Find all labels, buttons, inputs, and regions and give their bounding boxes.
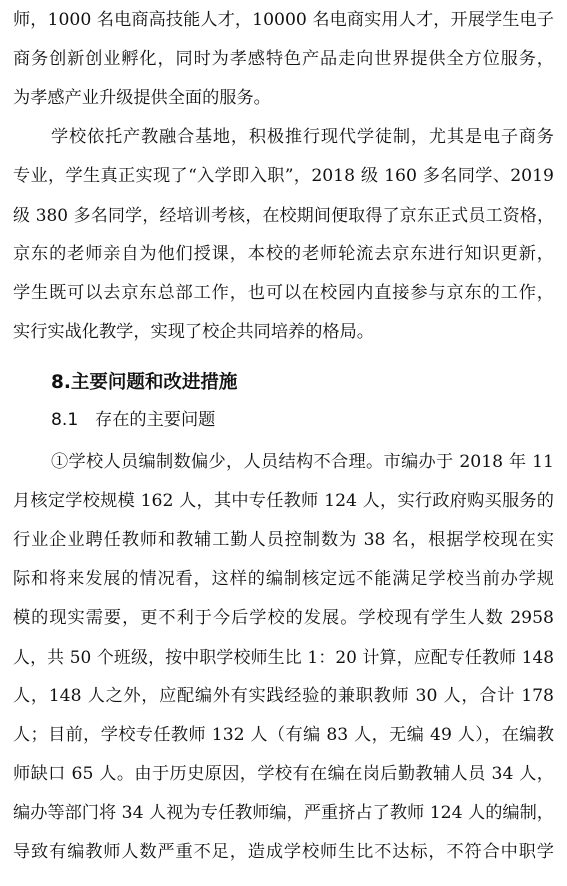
paragraph-3-line: 人；目前，学校专任教师 132 人（有编 83 人，无编 49 人），在编教 xyxy=(13,725,554,745)
paragraph-2-line: 学生既可以去京东总部工作，也可以在校园内直接参与京东的工作， xyxy=(13,283,554,303)
paragraph-3-line: 师缺口 65 人。由于历史原因，学校有在编在岗后勤教辅人员 34 人， xyxy=(13,764,554,784)
subsection-number: 8.1 xyxy=(51,410,79,430)
paragraph-2-line: 京东的老师亲自为他们授课，本校的老师轮流去京东进行知识更新， xyxy=(13,244,554,264)
paragraph-3-line: ①学校人员编制数偏少，人员结构不合理。市编办于 2018 年 11 xyxy=(51,452,554,472)
paragraph-3-line: 行业企业聘任教师和教辅工勤人员控制数为 38 名，根据学校现在实 xyxy=(13,530,554,550)
paragraph-2-line: 实行实战化教学，实现了校企共同培养的格局。 xyxy=(13,322,374,342)
paragraph-2-line: 专业，学生真正实现了“入学即入职”，2018 级 160 多名同学、2019 xyxy=(13,166,554,186)
paragraph-3-line: 人，148 人之外，应配编外有实践经验的兼职教师 30 人，合计 178 xyxy=(13,686,554,706)
paragraph-2-line: 级 380 多名同学，经培训考核，在校期间便取得了京东正式员工资格， xyxy=(13,205,554,225)
subsection-heading xyxy=(51,403,215,437)
paragraph-1-line: 师，1000 名电商高技能人才，10000 名电商实用人才，开展学生电子 xyxy=(13,10,554,30)
section-heading: 8.主要问题和改进措施 xyxy=(51,372,238,393)
paragraph-3-line: 人，共 50 个班级，按中职学校师生比 1：20 计算，应配专任教师 148 xyxy=(13,647,554,667)
paragraph-1-line: 为孝感产业升级提供全面的服务。 xyxy=(13,88,271,108)
paragraph-3-line: 导致有编教师人数严重不足，造成学校师生比不达标，不符合中职学 xyxy=(13,842,554,862)
paragraph-3-line: 际和将来发展的情况看，这样的编制核定远不能满足学校当前办学规 xyxy=(13,569,554,589)
paragraph-2-line: 学校依托产教融合基地，积极推行现代学徒制，尤其是电子商务 xyxy=(51,127,554,147)
subsection-title: 存在的主要问题 xyxy=(95,410,216,430)
paragraph-3-line: 模的现实需要，更不利于今后学校的发展。学校现有学生人数 2958 xyxy=(13,608,554,628)
paragraph-3-line: 月核定学校规模 162 人，其中专任教师 124 人，实行政府购买服务的 xyxy=(13,491,554,511)
paragraph-3-line: 编办等部门将 34 人视为专任教师编，严重挤占了教师 124 人的编制， xyxy=(13,803,554,823)
paragraph-1-line: 商务创新创业孵化，同时为孝感特色产品走向世界提供全方位服务， xyxy=(13,49,554,69)
